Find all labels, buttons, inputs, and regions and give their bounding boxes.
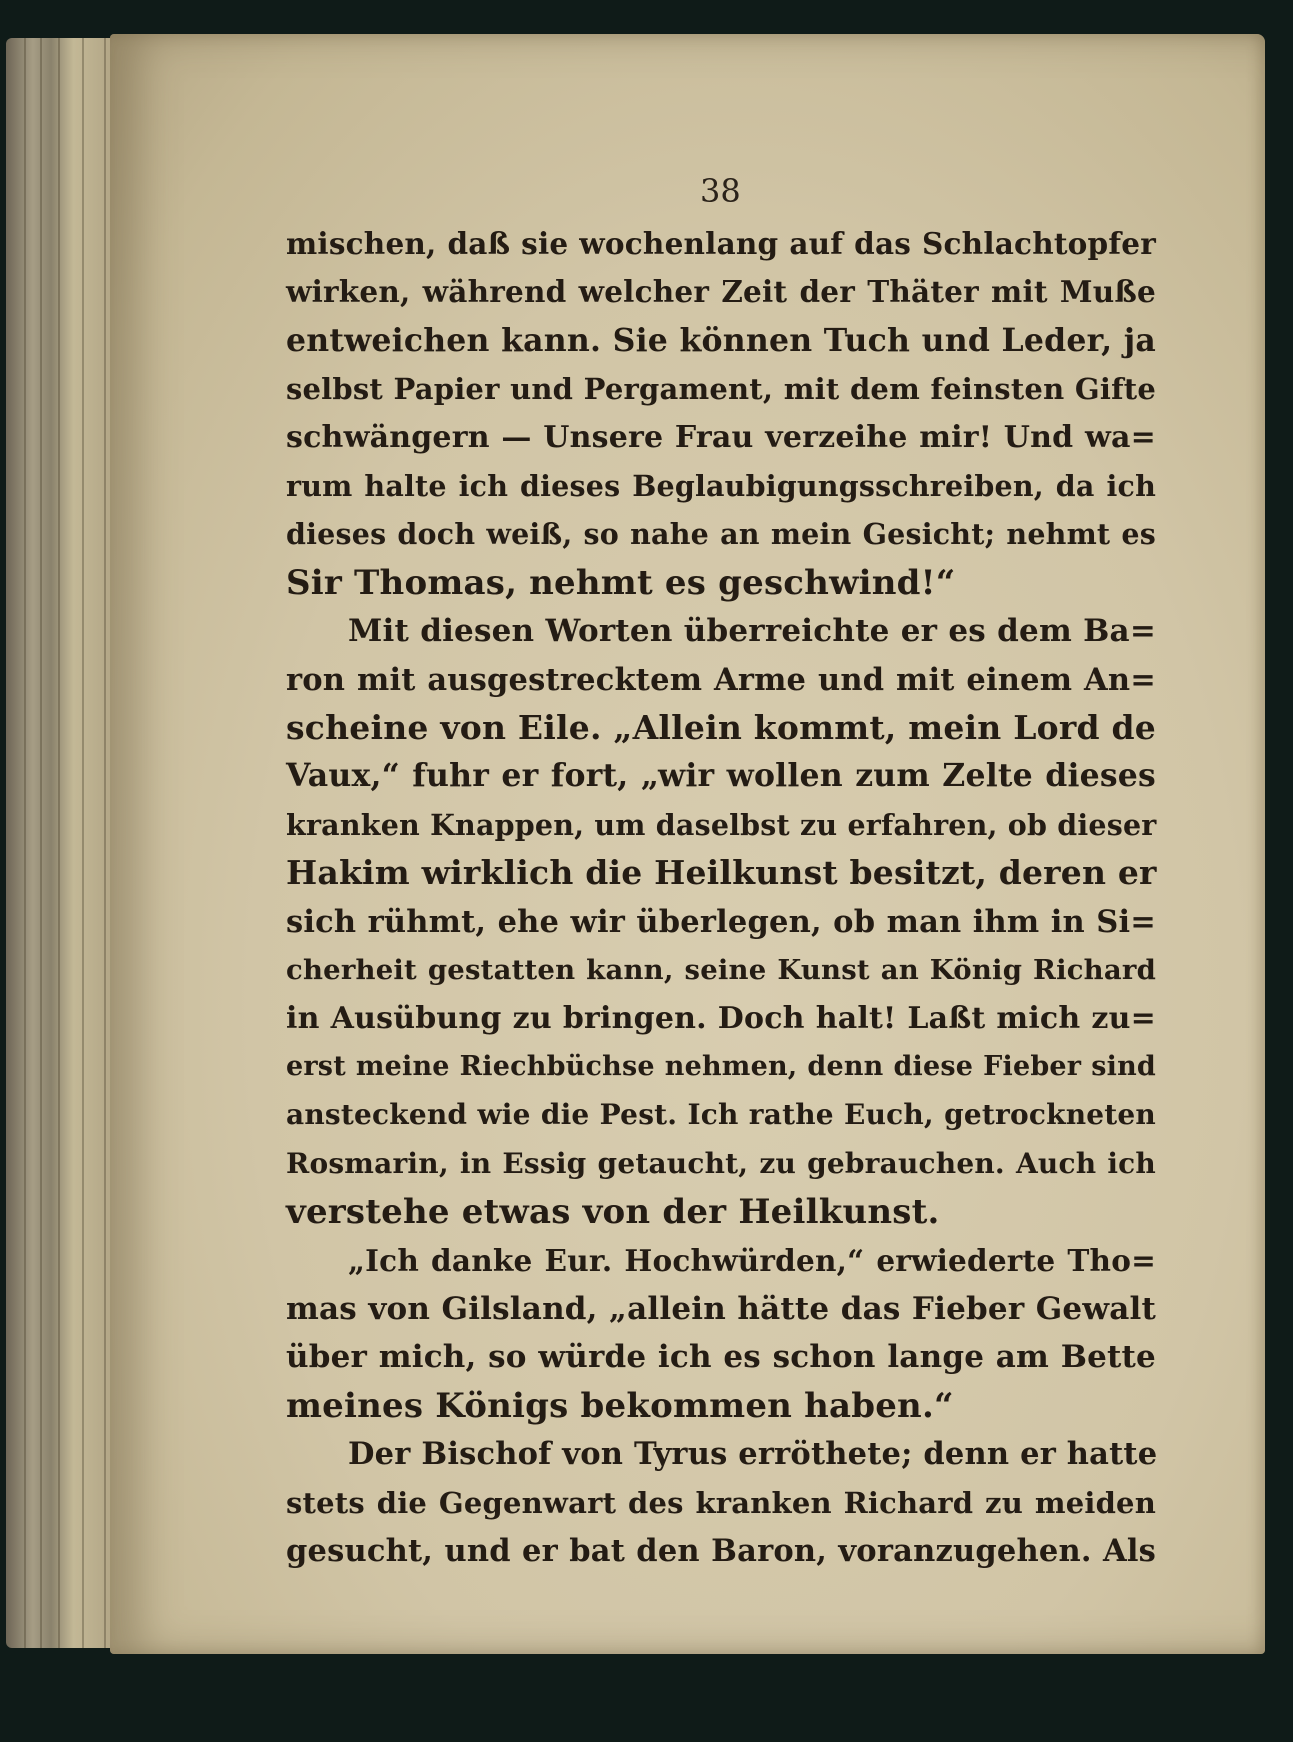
text-line: scheine von Eile. „Allein kommt, mein Lord de	[286, 708, 1156, 748]
text-line: wirken, während welcher Zeit der Thäter mit Muße	[286, 274, 1156, 310]
text-line: mas von Gilsland, „allein hätte das Fieber Gewalt	[286, 1290, 1156, 1327]
text-line: stets die Gegenwart des kranken Richard zu meiden	[286, 1485, 1156, 1520]
text-line: über mich, so würde ich es schon lange am Bette	[286, 1339, 1156, 1376]
body-text	[286, 220, 1156, 1575]
text-line: sich rühmt, ehe wir überlegen, ob man ihm in Si=	[286, 903, 1156, 940]
text-line: Der Bischof von Tyrus erröthete; denn er hatte	[348, 1436, 1158, 1473]
text-line: ron mit ausgestrecktem Arme und mit einem An=	[286, 661, 1156, 698]
text-line: Vaux,“ fuhr er fort, „wir wollen zum Zelte dieses	[286, 757, 1156, 795]
text-line: entweichen kann. Sie können Tuch und Leder, ja	[286, 321, 1156, 359]
text-line: dieses doch weiß, so nahe an mein Gesicht; nehmt es	[286, 517, 1156, 552]
text-line: Hakim wirklich die Heilkunst besitzt, deren er	[286, 853, 1157, 893]
text-line: schwängern — Unsere Frau verzeihe mir! Und wa=	[286, 419, 1156, 455]
text-line: Mit diesen Worten überreichte er es dem Ba=	[348, 613, 1156, 650]
text-line: cherheit gestatten kann, seine Kunst an König Richard	[286, 954, 1156, 987]
text-line: kranken Knappen, um daselbst zu erfahren, ob dieser	[286, 807, 1157, 842]
text-line: rum halte ich dieses Beglaubigungsschreiben, da ich	[286, 469, 1156, 504]
text-line: in Ausübung zu bringen. Doch halt! Laßt mich zu=	[286, 1000, 1156, 1036]
text-line: verstehe etwas von der Heilkunst.	[286, 1192, 940, 1233]
page-number: 38	[700, 172, 741, 210]
text-line: meines Königs bekommen haben.“	[286, 1385, 954, 1426]
text-line: erst meine Riechbüchse nehmen, denn diese Fieber sind	[286, 1050, 1156, 1082]
text-line: „Ich danke Eur. Hochwürden,“ erwiederte Tho=	[348, 1242, 1156, 1278]
text-line: gesucht, und er bat den Baron, voranzugehen. Als	[286, 1532, 1156, 1569]
text-line: Rosmarin, in Essig getaucht, zu gebrauchen. Auch ich	[286, 1146, 1156, 1180]
text-line: mischen, daß sie wochenlang auf das Schlachtopfer	[286, 226, 1156, 261]
text-line: selbst Papier und Pergament, mit dem feinsten Gifte	[286, 372, 1156, 407]
text-line: Sir Thomas, nehmt es geschwind!“	[286, 562, 956, 603]
text-line: ansteckend wie die Pest. Ich rathe Euch, getrockneten	[286, 1098, 1156, 1132]
